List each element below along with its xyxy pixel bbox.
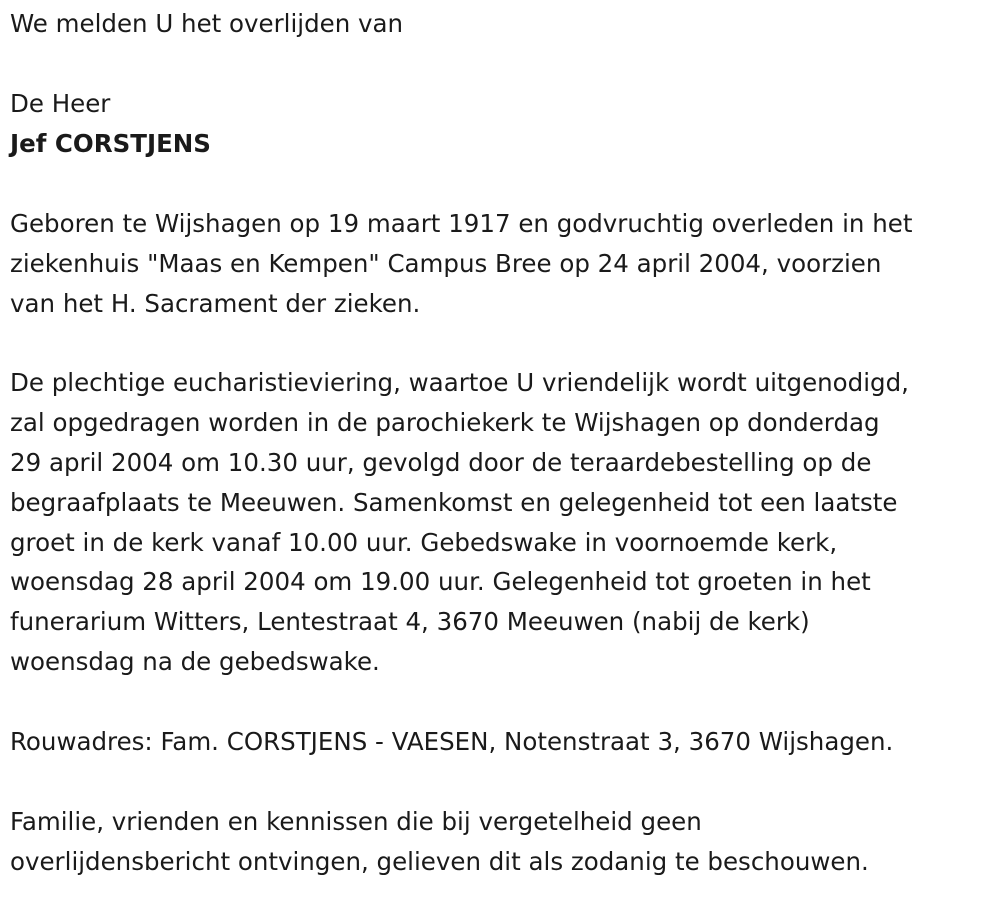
paragraph-line: woensdag 28 april 2004 om 19.00 uur. Gelegenheid tot groeten in het	[10, 567, 871, 597]
death-notice	[10, 4, 995, 881]
paragraph-line: overlijdensbericht ontvingen, gelieven dit als zodanig te beschouwen.	[10, 846, 869, 876]
birth-paragraph	[10, 204, 995, 323]
spacer	[10, 762, 995, 802]
paragraph-line: van het H. Sacrament der zieken.	[10, 288, 421, 318]
paragraph-line: Familie, vrienden en kennissen die bij vergetelheid geen	[10, 806, 702, 836]
spacer	[10, 323, 995, 363]
spacer	[10, 682, 995, 722]
paragraph-line: begraafplaats te Meeuwen. Samenkomst en gelegenheid tot een laatste	[10, 487, 898, 517]
ceremony-paragraph	[10, 363, 995, 681]
paragraph-line: woensdag na de gebedswake.	[10, 646, 380, 676]
intro-text: We melden U het overlijden van	[10, 9, 404, 38]
paragraph-line: 29 april 2004 om 10.30 uur, gevolgd door de teraardebestelling op de	[10, 447, 872, 477]
paragraph-line: De plechtige eucharistieviering, waartoe U vriendelijk wordt uitgenodigd,	[10, 368, 909, 398]
paragraph-line: groet in de kerk vanaf 10.00 uur. Gebedswake in voornoemde kerk,	[10, 527, 838, 557]
paragraph-line: ziekenhuis "Maas en Kempen" Campus Bree op 24 april 2004, voorzien	[10, 248, 882, 278]
spacer	[10, 164, 995, 204]
deceased-name: Jef CORSTJENS	[10, 129, 211, 158]
closing-paragraph	[10, 802, 995, 882]
mourning-address: Rouwadres: Fam. CORSTJENS - VAESEN, Notenstraat 3, 3670 Wijshagen.	[10, 726, 894, 756]
paragraph-line: Geboren te Wijshagen op 19 maart 1917 en godvruchtig overleden in het	[10, 209, 913, 238]
spacer	[10, 44, 995, 84]
paragraph-line: funerarium Witters, Lentestraat 4, 3670 Meeuwen (nabij de kerk)	[10, 607, 810, 637]
paragraph-line: zal opgedragen worden in de parochiekerk te Wijshagen op donderdag	[10, 408, 880, 438]
salutation-text: De Heer	[10, 89, 111, 118]
